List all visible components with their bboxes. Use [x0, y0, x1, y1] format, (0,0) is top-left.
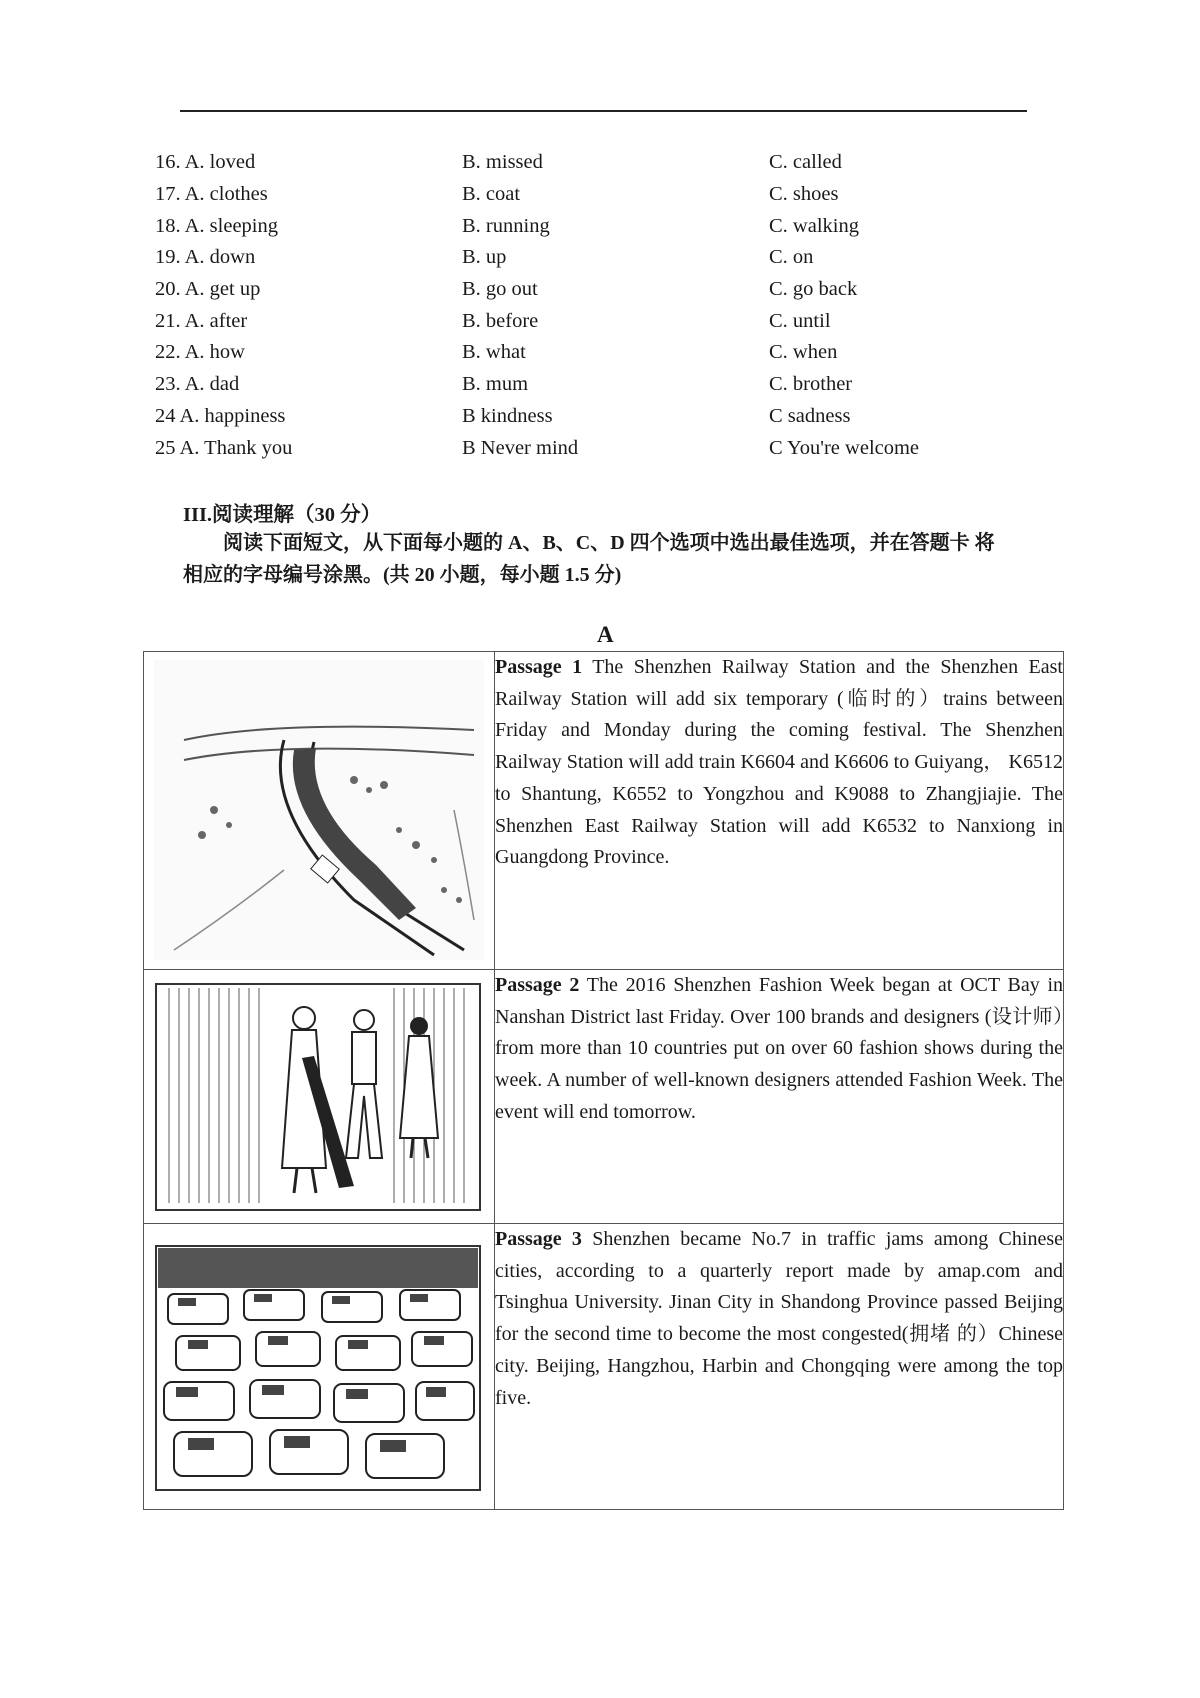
train-railway-sketch — [154, 660, 484, 960]
passage-text-cell — [495, 970, 1064, 1224]
option-a: 18. A. sleeping — [155, 214, 278, 237]
choice-row-25 — [155, 432, 1055, 464]
option-c: C sadness — [769, 404, 851, 427]
option-a: 23. A. dad — [155, 373, 240, 396]
option-c: C. on — [769, 246, 814, 269]
option-c: C. brother — [769, 373, 853, 396]
option-a: 25 A. Thank you — [155, 436, 293, 459]
choice-row-23 — [155, 369, 1055, 401]
passage-title: Passage 1 — [495, 656, 583, 678]
option-c: C. until — [769, 309, 831, 332]
option-a: 21. A. after — [155, 309, 248, 332]
option-c: C. when — [769, 341, 838, 364]
passage-body: The 2016 Shenzhen Fashion Week began at OCT Bay in Nanshan District last Friday. Over 100 brands and designers (设计师）from more than 10 countries put on over 60 fashion shows during the week. A number of well-known designers attended Fashion Week. The event will end tomorrow. — [495, 974, 1064, 1123]
passage-body: The Shenzhen Railway Station and the Shenzhen East Railway Station will add six temporary (临时的）trains between Friday and Monday during the coming festival. The Shenzhen Railway Station will add train K6604 and K6606 to Guiyang， K6512 to Shantung, K6552 to Yongzhou and K9088 to Zhangjiajie. The Shenzhen East Railway Station will add K6532 to Nanxiong in Guangdong Province. — [495, 656, 1063, 869]
section-heading: III.阅读理解（30 分） — [183, 504, 382, 526]
fashion-models-sketch — [154, 978, 484, 1214]
part-label: A — [597, 622, 614, 647]
option-b: B. up — [462, 246, 507, 269]
option-b: B. go out — [462, 278, 538, 301]
option-b: B. coat — [462, 183, 521, 206]
passage-image-cell — [144, 970, 495, 1224]
option-b: B. what — [462, 341, 526, 364]
passage-body: Shenzhen became No.7 in traffic jams among Chinese cities, according to a quarterly report made by amap.com and Tsinghua University. Jinan City in Shandong Province passed Beijing for the second time to become the most congested(拥堵 的）Chinese city. Beijing, Hangzhou, Harbin and Chongqing were among the top five. — [495, 1228, 1063, 1409]
choice-row-24 — [155, 401, 1055, 433]
choice-row-20 — [155, 274, 1055, 306]
option-c: C. shoes — [769, 183, 839, 206]
option-c: C. called — [769, 151, 842, 174]
choice-row-21 — [155, 305, 1055, 337]
option-c: C. walking — [769, 214, 859, 237]
passage-row — [144, 970, 1064, 1224]
passage-image-cell — [144, 1224, 495, 1510]
answer-choices — [155, 147, 1055, 464]
section-instructions — [183, 527, 1028, 591]
choice-row-16 — [155, 147, 1055, 179]
option-a: 19. A. down — [155, 246, 256, 269]
option-a: 24 A. happiness — [155, 404, 286, 427]
traffic-jam-sketch — [154, 1232, 484, 1494]
option-b: B. missed — [462, 151, 543, 174]
instruction-line: 阅读下面短文，从下面每小题的 A、B、C、D 四个选项中选出最佳选项，并在答题卡 将 — [223, 532, 995, 554]
passage-title: Passage 2 — [495, 974, 580, 996]
header-rule — [180, 110, 1027, 112]
passage-text-cell — [495, 652, 1064, 970]
option-a: 16. A. loved — [155, 151, 256, 174]
passage-title: Passage 3 — [495, 1228, 582, 1250]
option-c: C. go back — [769, 278, 858, 301]
option-b: B Never mind — [462, 436, 579, 459]
option-a: 20. A. get up — [155, 278, 261, 301]
choice-row-18 — [155, 210, 1055, 242]
instruction-line: 相应的字母编号涂黑。(共 20 小题，每小题 1.5 分) — [183, 564, 622, 586]
choice-row-19 — [155, 242, 1055, 274]
option-b: B kindness — [462, 404, 553, 427]
choice-row-22 — [155, 337, 1055, 369]
passage-row — [144, 652, 1064, 970]
option-b: B. mum — [462, 373, 529, 396]
passage-table — [143, 651, 1064, 1510]
passage-text-cell — [495, 1224, 1064, 1510]
option-b: B. before — [462, 309, 539, 332]
passage-row — [144, 1224, 1064, 1510]
option-c: C You're welcome — [769, 436, 920, 459]
option-b: B. running — [462, 214, 550, 237]
passage-image-cell — [144, 652, 495, 970]
option-a: 22. A. how — [155, 341, 245, 364]
option-a: 17. A. clothes — [155, 183, 268, 206]
choice-row-17 — [155, 179, 1055, 211]
